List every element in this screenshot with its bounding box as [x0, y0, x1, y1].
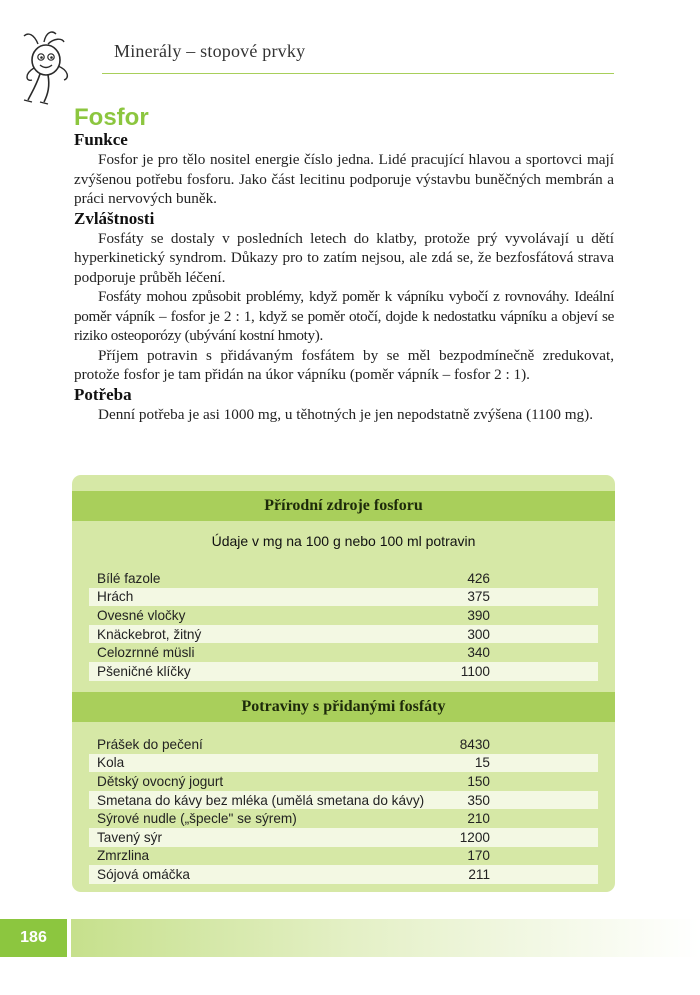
table-row — [89, 569, 598, 588]
food-name: Ovesné vločky — [97, 607, 186, 623]
table-row — [89, 625, 598, 644]
phosphorus-value: 426 — [467, 570, 490, 586]
phosphorus-value: 300 — [467, 626, 490, 642]
paragraph: Fosfáty se dostaly v posledních letech do klatby, protože prý vyvolávají u dětí hyperkinetický syndrom. Důkazy pro to zatím nejsou, ale zdá se, že bezfosfátová strava podporuje průběh léčení. — [74, 229, 614, 286]
phosphorus-value: 150 — [467, 773, 490, 789]
phosphorus-value: 350 — [467, 792, 490, 808]
paragraph: Fosfáty mohou způsobit problémy, když poměr k vápníku vybočí z rovnováhy. Ideální poměr vápník – fosfor je 2 : 1, když se poměr otočí, dojde k nedostatku vápníku a objeví se riziko osteoporózy (ubývání kostní hmoty). — [74, 288, 614, 344]
paragraph: Denní potřeba je asi 1000 mg, u těhotných je jen nepodstatně zvýšena (1100 mg). — [98, 405, 594, 423]
food-name: Prášek do pečení — [97, 736, 203, 752]
added-phosphates-list — [89, 735, 598, 884]
table-row — [89, 662, 598, 681]
phosphorus-value: 375 — [467, 589, 490, 605]
phosphorus-value: 15 — [474, 755, 490, 771]
phosphorus-value: 340 — [467, 645, 490, 661]
food-name: Kola — [97, 755, 125, 771]
food-name: Tavený sýr — [97, 829, 162, 845]
table-row — [89, 791, 598, 810]
table-row — [89, 643, 598, 662]
table-row — [89, 606, 598, 625]
page-number: 186 — [0, 919, 67, 957]
table-row — [89, 828, 598, 847]
phosphorus-value: 170 — [467, 848, 490, 864]
section-title: Fosfor — [74, 104, 149, 131]
table-row — [89, 809, 598, 828]
food-name: Sýrové nudle („špecle" se sýrem) — [97, 811, 297, 827]
article-body — [74, 130, 614, 424]
footer-gradient-bar — [71, 919, 700, 957]
phosphorus-value: 210 — [467, 811, 490, 827]
natural-sources-list — [89, 569, 598, 681]
table-row — [89, 865, 598, 884]
food-name: Pšeničné klíčky — [97, 663, 191, 679]
food-name: Smetana do kávy bez mléka (umělá smetana do kávy) — [97, 792, 425, 808]
mascot-illustration — [18, 30, 74, 106]
food-name: Zmrzlina — [97, 848, 150, 864]
food-name: Bílé fazole — [97, 570, 161, 586]
paragraph: Fosfor je pro tělo nositel energie číslo jedna. Lidé pracující hlavou a sportovci mají zvýšenou potřebu fosforu. Jako část lecitinu podporuje výstavbu buněčných membrán a práci nervových buněk. — [74, 151, 614, 207]
table-title-added-phosphates: Potraviny s přidanými fosfáty — [72, 692, 615, 722]
phosphorus-value: 211 — [468, 866, 490, 882]
table-row — [89, 588, 598, 607]
paragraph: Příjem potravin s přidávaným fosfátem by se měl bezpodmínečně zredukovat, protože fosfor je tam přidán na úkor vápníku (poměr vápník – fosfor 2 : 1). — [74, 346, 614, 383]
food-name: Sójová omáčka — [97, 866, 190, 882]
phosphorus-value: 8430 — [459, 736, 490, 752]
table-title-natural-sources: Přírodní zdroje fosforu — [72, 491, 615, 521]
phosphorus-sources-box — [72, 475, 615, 892]
food-name: Celozrnné müsli — [97, 645, 195, 661]
phosphorus-value: 1200 — [459, 829, 490, 845]
header-divider — [102, 73, 614, 74]
food-name: Knäckebrot, žitný — [97, 626, 202, 642]
heading-zvlastnosti: Zvláštnosti — [74, 208, 155, 228]
phosphorus-value: 390 — [467, 607, 490, 623]
heading-funkce: Funkce — [74, 130, 128, 149]
food-name: Hrách — [97, 589, 134, 605]
food-name: Dětský ovocný jogurt — [97, 773, 224, 789]
table-row — [89, 754, 598, 773]
table-row — [89, 772, 598, 791]
table-row — [89, 847, 598, 866]
phosphorus-value: 1100 — [460, 663, 490, 679]
heading-potreba: Potřeba — [74, 384, 132, 404]
running-header: Minerály – stopové prvky — [114, 41, 306, 61]
table-row — [89, 735, 598, 754]
table-units-note: Údaje v mg na 100 g nebo 100 ml potravin — [211, 533, 476, 549]
